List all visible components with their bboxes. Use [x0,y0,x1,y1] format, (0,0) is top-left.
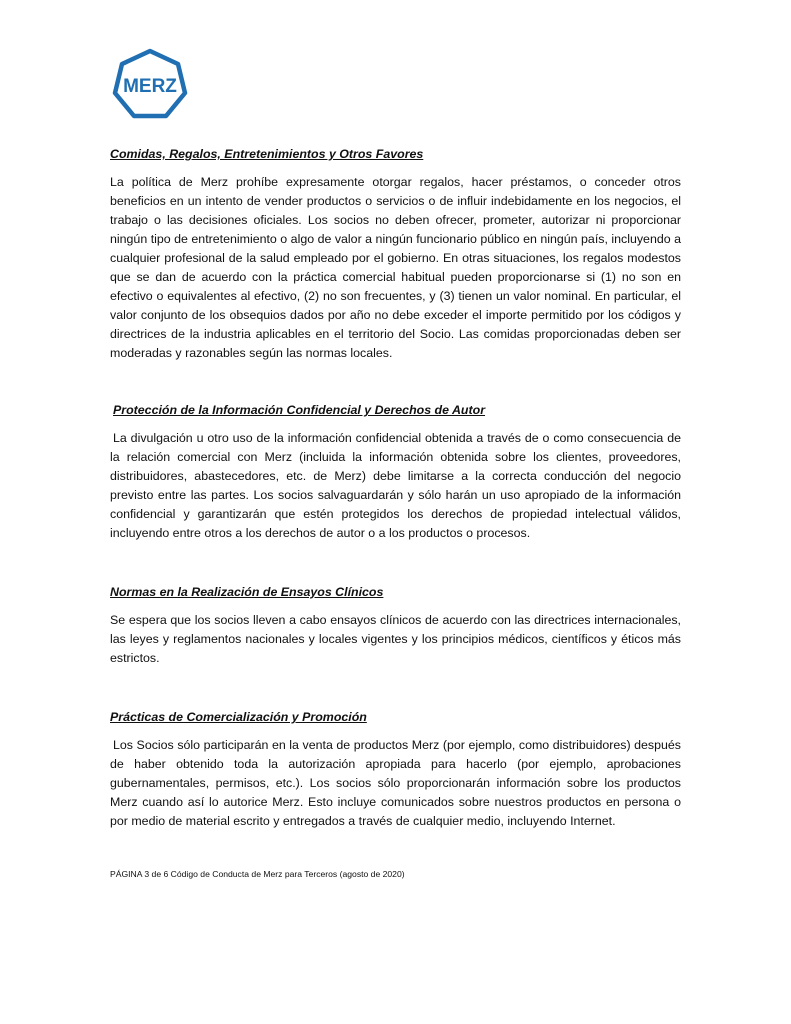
section-confidential-info [110,401,681,543]
page-footer: PÁGINA 3 de 6 Código de Conducta de Merz para Terceros (agosto de 2020) [110,869,405,879]
section-heading: Comidas, Regalos, Entretenimientos y Otros Favores [110,147,424,161]
section-heading: Prácticas de Comercialización y Promoción [110,710,367,724]
heptagon-logo-icon [110,48,190,120]
document-body [110,145,681,831]
section-paragraph: Los Socios sólo participarán en la venta de productos Merz (por ejemplo, como distribuidores) después de haber obtenido toda la autorización apropiada para hacerlo (por ejemplo, aprobaciones gubernamentales, permisos, etc.). Los socios sólo proporcionarán información sobre los productos Merz cuando así lo autorice Merz. Esto incluye comunicados sobre nuestros productos en persona o por medio de material escrito y entregados a través de cualquier medio, incluyendo Internet. [110,738,681,828]
section-clinical-trials [110,583,681,668]
section-heading: Protección de la Información Confidencial y Derechos de Autor [113,403,486,417]
section-gifts [110,145,681,363]
section-paragraph: La política de Merz prohíbe expresamente otorgar regalos, hacer préstamos, o conceder otros beneficios en un intento de vender productos o servicios o de influir indebidamente en los negocios, el trabajo o las decisiones oficiales. Los socios no deben ofrecer, prometer, autorizar ni proporcionar ningún tipo de entretenimiento o algo de valor a ningún funcionario público en ningún país, incluyendo a cualquier profesional de la salud empleado por el gobierno. En otras situaciones, los regalos modestos que se dan de acuerdo con la práctica comercial habitual pueden proporcionarse si (1) no son en efectivo o equivalentes al efectivo, (2) no son frecuentes, y (3) tienen un valor nominal. En particular, el valor conjunto de los obsequios dados por año no debe exceder el importe permitido por los códigos y directrices de la industria aplicables en el territorio del Socio. Las comidas proporcionadas deben ser moderadas y razonables según las normas locales. [110,175,681,360]
section-marketing [110,708,681,831]
merz-logo [110,48,190,120]
section-heading: Normas en la Realización de Ensayos Clínicos [110,585,384,599]
logo-text: MERZ [123,76,177,97]
section-paragraph: La divulgación u otro uso de la información confidencial obtenida a través de o como consecuencia de la relación comercial con Merz (incluida la información obtenida sobre los clientes, proveedores, distribuidores, abastecedores, etc. de Merz) debe limitarse a la correcta conducción del negocio previsto entre las partes. Los socios salvaguardarán y sólo harán un uso apropiado de la información confidencial y garantizarán que estén protegidos los derechos de propiedad intelectual válidos, incluyendo entre otros a los derechos de autor o a los productos o procesos. [110,431,681,540]
section-paragraph: Se espera que los socios lleven a cabo ensayos clínicos de acuerdo con las directrices internacionales, las leyes y reglamentos nacionales y locales vigentes y los principios médicos, científicos y éticos más estrictos. [110,613,681,665]
